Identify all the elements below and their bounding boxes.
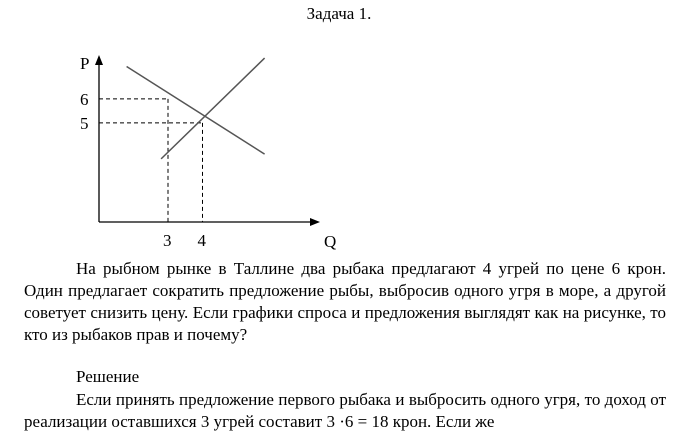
y-axis-arrow (95, 55, 103, 65)
y-tick-label: 6 (80, 89, 89, 109)
solution-text: Если принять предложение первого рыбака и выбросить одного угря, то доход от реализации оставшихся 3 угрей составит 3 ·6 = 18 крон. Если же (24, 390, 666, 431)
x-tick-label: 4 (197, 231, 206, 250)
x-axis-arrow (310, 218, 320, 226)
y-axis-label: P (80, 54, 90, 73)
demand-curve (127, 66, 265, 154)
problem-text: На рыбном рынке в Таллине два рыбака предлагают 4 угрей по цене 6 крон. Один предлагает сократить предложение рыбы, выбросив одного угря в море, а другой советует снизить цену. Если графики спроса и предложения выглядят как на рисунке, то кто из рыбаков прав и почему? (24, 259, 666, 344)
x-axis-label: Q (324, 232, 337, 251)
y-tick-label: 5 (80, 113, 89, 133)
x-tick-label: 3 (163, 231, 172, 250)
solution-heading: Решение (76, 367, 140, 386)
task-title: Задача 1. (306, 4, 372, 23)
